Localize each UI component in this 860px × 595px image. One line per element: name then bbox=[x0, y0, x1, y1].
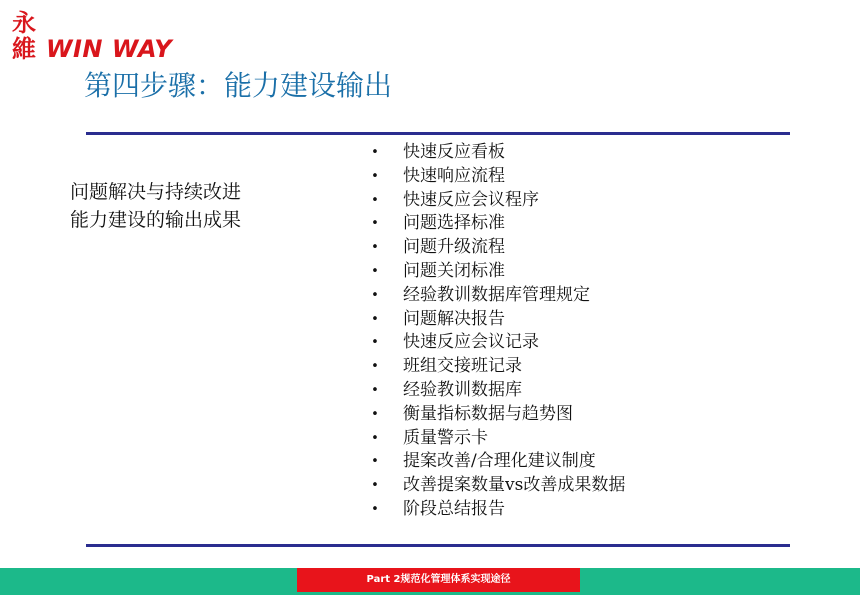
list-item-text: 问题关闭标准 bbox=[403, 260, 505, 281]
list-item bbox=[370, 474, 625, 498]
list-item-text: 衡量指标数据与趋势图 bbox=[403, 403, 573, 424]
bullet-icon: • bbox=[371, 287, 379, 303]
logo-char-bottom: 維 bbox=[12, 34, 36, 63]
left-summary bbox=[70, 178, 241, 234]
list-item-text: 快速反应会议程序 bbox=[403, 189, 539, 210]
list-item-text: 班组交接班记录 bbox=[403, 356, 522, 377]
bullet-icon: • bbox=[371, 263, 379, 279]
bullet-icon: • bbox=[371, 311, 379, 327]
list-item bbox=[370, 427, 625, 451]
brand-logo-mark bbox=[2, 10, 46, 70]
list-item-text: 问题升级流程 bbox=[403, 237, 505, 258]
list-item bbox=[370, 355, 625, 379]
left-summary-line-1: 问题解决与持续改进 bbox=[70, 181, 242, 203]
list-item bbox=[370, 308, 625, 332]
bullet-icon: • bbox=[371, 192, 379, 208]
list-item bbox=[370, 379, 625, 403]
list-item-text: 快速反应会议记录 bbox=[403, 332, 539, 353]
list-item bbox=[370, 284, 625, 308]
bullet-icon: • bbox=[371, 382, 379, 398]
bullet-icon: • bbox=[371, 406, 379, 422]
bullet-icon: • bbox=[371, 430, 379, 446]
list-item bbox=[370, 260, 625, 284]
list-item-text: 经验教训数据库 bbox=[403, 379, 522, 400]
output-list bbox=[370, 141, 625, 522]
bullet-icon: • bbox=[371, 478, 379, 494]
list-item bbox=[370, 498, 625, 522]
list-item bbox=[370, 450, 625, 474]
footer-section-label: Part 2规范化管理体系实现途径 bbox=[297, 568, 580, 592]
bullet-icon: • bbox=[371, 335, 379, 351]
list-item bbox=[370, 403, 625, 427]
list-item-text: 改善提案数量vs改善成果数据 bbox=[403, 475, 626, 496]
list-item bbox=[370, 212, 625, 236]
bullet-icon: • bbox=[371, 145, 379, 160]
list-item-text: 快速反应看板 bbox=[403, 142, 505, 162]
list-item bbox=[370, 236, 625, 260]
list-item bbox=[370, 141, 625, 165]
list-item-text: 经验教训数据库管理规定 bbox=[403, 284, 590, 305]
list-item-text: 提案改善/合理化建议制度 bbox=[403, 451, 596, 472]
bullet-icon: • bbox=[371, 501, 379, 517]
left-summary-line-2: 能力建设的输出成果 bbox=[70, 209, 242, 231]
bullet-icon: • bbox=[371, 454, 379, 470]
top-divider bbox=[86, 132, 790, 135]
list-item bbox=[370, 165, 625, 189]
list-item bbox=[370, 331, 625, 355]
bullet-icon: • bbox=[371, 216, 379, 232]
logo-char-top: 永 bbox=[12, 8, 36, 37]
list-item-text: 快速响应流程 bbox=[403, 165, 505, 186]
list-item bbox=[370, 189, 625, 213]
slide-title: 第四步骤：能力建设输出 bbox=[84, 69, 393, 102]
bullet-icon: • bbox=[371, 240, 379, 256]
list-item-text: 阶段总结报告 bbox=[403, 498, 505, 519]
brand-logo-text: WIN WAY bbox=[46, 35, 173, 63]
bottom-divider bbox=[86, 544, 790, 547]
list-item-text: 质量警示卡 bbox=[403, 427, 488, 448]
list-item-text: 问题解决报告 bbox=[403, 308, 505, 329]
bullet-icon: • bbox=[371, 359, 379, 375]
bullet-icon: • bbox=[371, 168, 379, 184]
list-item-text: 问题选择标准 bbox=[403, 213, 505, 234]
